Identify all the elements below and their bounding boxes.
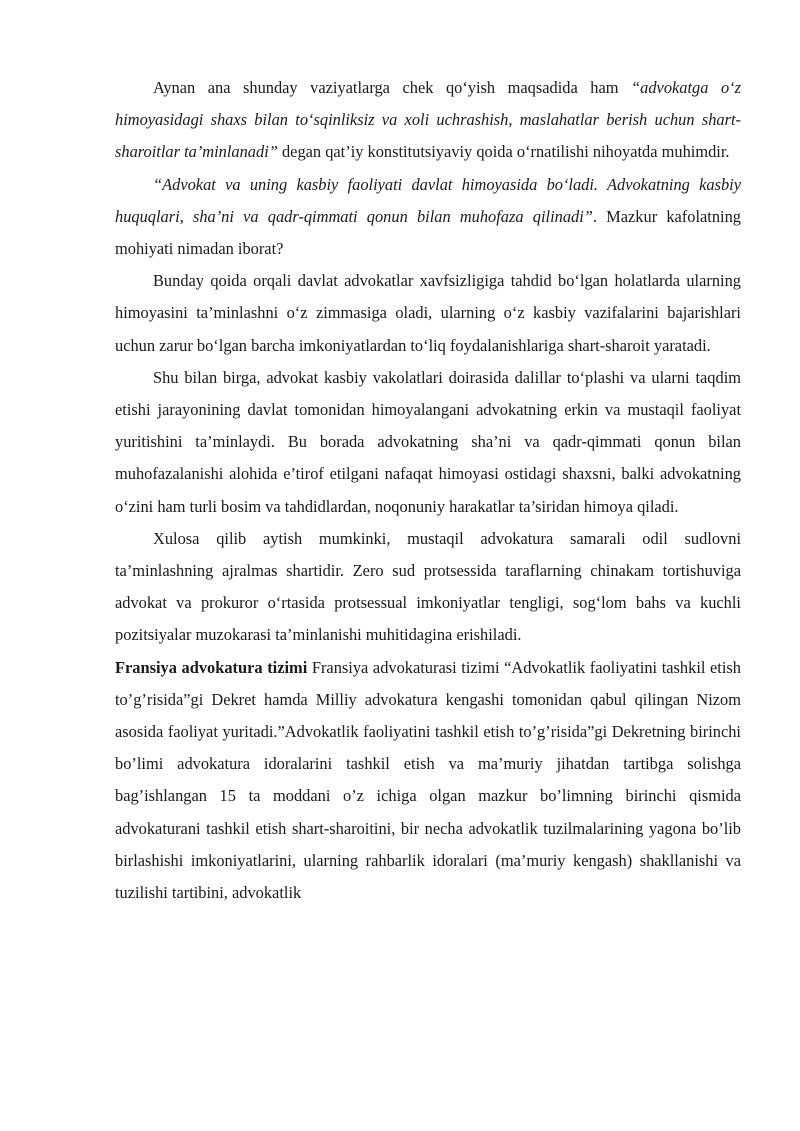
paragraph-1: [115, 72, 741, 169]
section-heading-france: Fransiya advokatura tizimi: [115, 657, 308, 677]
paragraph-5-text: Xulosa qilib aytish mumkinki, mustaqil advokatura samarali odil sudlovni ta’minlashning ajralmas shartidir. Zero sud protsessida taraflarning chinakam tortishuviga advokat va prokuror o‘rtasida protsessual imkoniyatlar tengligi, sog‘lom bahs va kuchli pozitsiyalar muzokarasi ta’minlanishi muhitidagina erishiladi.: [115, 528, 741, 645]
paragraph-1-text-end: degan qat’iy konstitutsiyaviy qoida o‘rnatilishi nihoyatda muhimdir.: [277, 142, 730, 162]
paragraph-2: [115, 169, 741, 266]
paragraph-1-text: Aynan ana shunday vaziyatlarga chek qo‘yish maqsadida ham: [153, 78, 632, 97]
paragraph-4: [115, 362, 741, 523]
paragraph-4-text: Shu bilan birga, advokat kasbiy vakolatlari doirasida dalillar to‘plashi va ularni taqdim etishi jarayonining davlat tomonidan himoyalangani advokatning erkin va mustaqil faoliyat yuritishini ta’minlaydi. Bu borada advokatning sha’ni va qadr-qimmati qonun bilan muhofazalanishi alohida e’tirof etilgani nafaqat himoyasi ostidagi shaxsni, balki advokatning o‘zini ham turli bosim va tahdidlardan, noqonuniy harakatlar ta’siridan himoya qiladi.: [115, 367, 741, 516]
paragraph-3-text: Bunday qoida orqali davlat advokatlar xavfsizligiga tahdid bo‘lgan holatlarda ularning himoyasini ta’minlashni o‘z zimmasiga oladi, ularning o‘z kasbiy vazifalarini bajarishlari uchun zarur bo‘lgan barcha imkoniyatlardan to‘liq foydalanishlariga shart-sharoit yaratadi.: [115, 271, 741, 355]
paragraph-2-quote: “Advokat va uning kasbiy faoliyati davlat himoyasida bo‘ladi. Advokatning kasbiy huquqlari, sha’ni va qadr-qimmati qonun bilan muhofaza qilinadi”: [115, 174, 741, 226]
document-page: [115, 72, 741, 909]
paragraph-5: [115, 523, 741, 652]
paragraph-3: [115, 265, 741, 362]
paragraph-6-text: Fransiya advokaturasi tizimi “Advokatlik faoliyatini tashkil etish to’g’risida”gi Dekret hamda Milliy advokatura kengashi tomonidan qabul qilingan Nizom asosida faoliyat yuritadi.”Advokatlik faoliyatini tashkil etish to’g’risida”gi Dekretning birinchi bo’limi advokatura idoralarini tashkil etish va ma’muriy jihatdan tartibga solishga bag’ishlangan 15 ta moddani o’z ichiga olgan mazkur bo’limning birinchi qismida advokaturani tashkil etish shart-sharoitini, bir necha advokatlik tuzilmalarining yagona bo’lib birlashishi imkoniyatlarini, ularning rahbarlik idoralari (ma’muriy kengash) shakllanishi va tuzilishi tartibini, advokatlik: [115, 657, 741, 903]
paragraph-1-quote: “advokatga o‘z himoyasidagi shaxs bilan to‘sqinliksiz va xoli uchrashish, maslahatlar berish uchun shart-sharoitlar ta’minlanadi”: [115, 78, 741, 162]
paragraph-2-text: . Mazkur kafolatning mohiyati nimadan iborat?: [115, 206, 741, 259]
paragraph-6: [115, 652, 741, 910]
